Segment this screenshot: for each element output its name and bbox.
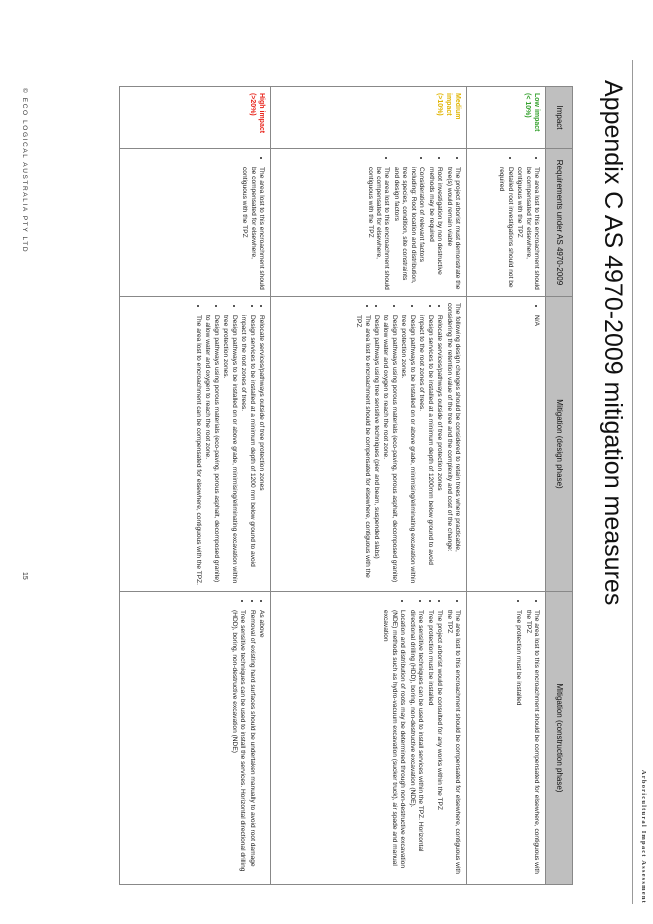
construction-list [229, 598, 265, 878]
list-item: • The area lost to this encroachment should be compensated for elsewhere, contiguous with the TPZ [444, 610, 461, 878]
list-item: • Design pathways to be installed on or above grade, minimising/eliminating excavation within tree protection zones. [399, 315, 416, 585]
construction-cell [120, 592, 271, 885]
list-item: • Design pathways using porous materials (eco-paving, porous asphalt, decomposed granite) to allow water and oxygen to reach the root zone. [381, 315, 398, 585]
list-item: • Relocate services/pathways outside of tree protection zones [257, 315, 265, 585]
header-rule [632, 60, 633, 904]
table-row-medium [271, 87, 467, 885]
list-item: • Root investigation by non destructive methods may be required [426, 167, 443, 290]
list-item: • The project arborist must demonstrate the tree(s) would remain viable [444, 167, 461, 290]
design-cell [120, 297, 271, 592]
list-item: • Location and distribution of roots may be determined through non-destructive excavation (NDE) methods such as hydro-vacuum excavation (sucker truck), air spade and manual excavation [381, 610, 406, 878]
table-header-row [546, 87, 573, 885]
list-item: • Tree protection must be installed [425, 610, 433, 878]
list-item: • Tree sensitive techniques can be used to install services within the TPZ. Horizontal directional drilling (HDD), boring, non-destructive excavation (NDE). [407, 610, 424, 878]
list-item: • The area lost to this encroachment should be compensated for elsewhere, contiguous with the TPZ [523, 610, 540, 878]
impact-range: (< 10%) [524, 93, 532, 118]
list-item: • Design services to be installed at a minimum depth of 1200 mm below ground to avoid impact to the root zones of trees. [239, 315, 256, 585]
list-item: • Design pathways using tree sensitive techniques (pier and beam, suspended slabs) [372, 315, 380, 585]
table-row-low [467, 87, 546, 885]
page-number: 15 [21, 572, 28, 580]
list-item: • The area lost to encroachment can be compensated for elsewhere, contiguous with the TPZ. [194, 315, 202, 585]
design-list [354, 303, 443, 585]
list-item: • Removal of existing hard surfaces should be undertaken manually to avoid root damage [247, 610, 255, 878]
construction-cell [271, 592, 467, 885]
requirements-list [497, 155, 540, 290]
list-item: • N/A [532, 315, 540, 585]
design-list [532, 303, 540, 585]
list-item: • Consideration of relevant factors including: Root location and distribution, tree species, condition, site constraints and design factors [392, 167, 426, 290]
design-cell [467, 297, 546, 592]
design-intro: The following design changes should be considered to retain trees where practicable, considering the retention value of the tree and the complexity and cost of the change: [445, 303, 461, 552]
design-list [194, 303, 266, 585]
impact-range: (>10%) [436, 93, 444, 116]
header-design: Mitigation (design phase) [546, 297, 573, 592]
list-item: • The area lost to this encroachment should be compensated for elsewhere, contiguous with the TPZ [240, 167, 265, 290]
list-item: • As above [257, 610, 265, 878]
requirements-list [365, 155, 461, 290]
list-item: • Tree protection must be installed [514, 610, 522, 878]
list-item: • Design services to be installed at a minimum depth of 1200mm below ground to avoid impact to the root zones of trees. [417, 315, 434, 585]
page-title: Appendix C AS 4970-2009 mitigation measures [599, 80, 627, 606]
list-item: • Relocate services/pathways outside of tree protection zones [435, 315, 443, 585]
impact-cell [120, 87, 271, 149]
list-item: • Tree sensitive techniques can be used to install the services. Horizontal directional drilling (HDD), boring, non-destructive excavation (NDE) [229, 610, 246, 878]
impact-label: High impact [258, 93, 265, 134]
impact-cell [467, 87, 546, 149]
list-item: • The area lost to encroachment should be compensated for elsewhere, contiguous with the TPZ [354, 315, 371, 585]
requirements-cell [120, 149, 271, 297]
list-item: • The area lost to this encroachment should be compensated for elsewhere, contiguous with the TPZ [515, 167, 540, 290]
footer-company: © ECO LOGICAL AUSTRALIA PTY LTD [21, 88, 28, 254]
requirements-list [240, 155, 265, 290]
list-item: • Design pathways to be installed on or above grade, minimising/eliminating excavation within tree protection zones. [221, 315, 238, 585]
header-impact: Impact [546, 87, 573, 149]
running-header: Arboricultural Impact Assessment [640, 769, 647, 904]
requirements-cell [467, 149, 546, 297]
construction-list [381, 598, 461, 878]
requirements-cell [271, 149, 467, 297]
list-item: • The area lost to this encroachment should be compensated for elsewhere, contiguous with the TPZ [365, 167, 390, 290]
design-cell [271, 297, 467, 592]
table-row-high [120, 87, 271, 885]
construction-list [514, 598, 540, 878]
list-item: • The project arborist would be consulted for any works within the TPZ [435, 610, 443, 878]
list-item: • Detailed root investigations should not be required [497, 167, 514, 290]
list-item: • Design pathways using porous materials (eco-paving, porous asphalt, decomposed granite) to allow water and oxygen to reach the root zone. [203, 315, 220, 585]
header-construction: Mitigation (construction phase) [546, 592, 573, 885]
impact-cell [271, 87, 467, 149]
mitigation-table [119, 86, 573, 885]
header-requirements: Requirements under AS 4970-2009 [546, 149, 573, 297]
impact-range: (>20%) [249, 93, 257, 116]
impact-label: Low impact [533, 93, 540, 132]
impact-label: Medium impact [445, 93, 461, 120]
construction-cell [467, 592, 546, 885]
